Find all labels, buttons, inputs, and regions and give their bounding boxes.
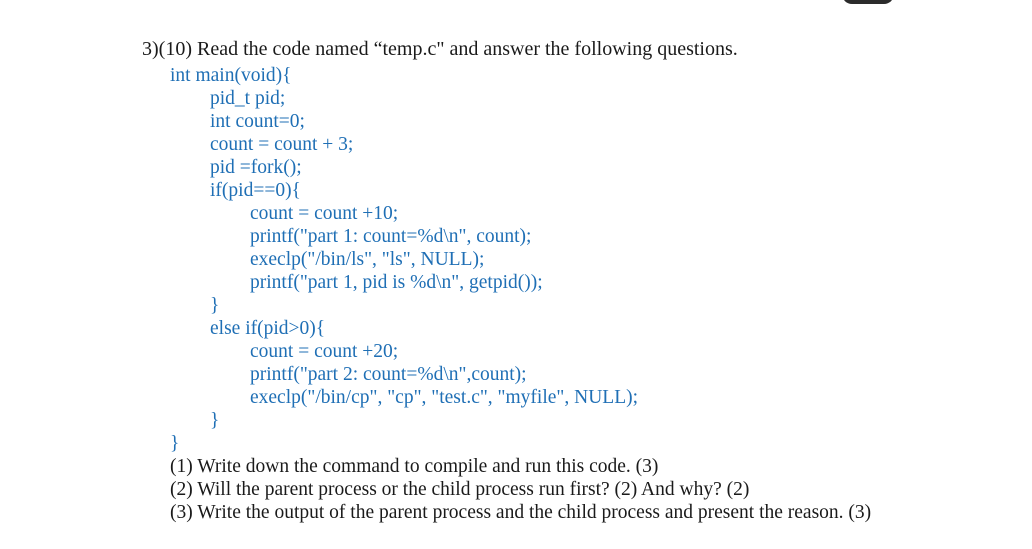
code-line-main: int main(void){ bbox=[170, 65, 292, 86]
code-line-count-add10: count = count +10; bbox=[250, 203, 399, 224]
code-line-close-else: } bbox=[210, 410, 220, 431]
code-line-count-decl: int count=0; bbox=[210, 111, 305, 132]
code-line-execlp-ls: execlp("/bin/ls", "ls", NULL); bbox=[250, 249, 485, 270]
code-line-count-add3: count = count + 3; bbox=[210, 134, 354, 155]
code-line-close-if: } bbox=[210, 295, 220, 316]
code-line-count-add20: count = count +20; bbox=[250, 341, 399, 362]
question-heading: 3)(10) Read the code named “temp.c" and answer the following questions. bbox=[142, 38, 738, 60]
question-2: (2) Will the parent process or the child process run first? (2) And why? (2) bbox=[170, 479, 750, 500]
code-line-fork: pid =fork(); bbox=[210, 157, 302, 178]
code-line-close-main: } bbox=[170, 433, 180, 454]
code-line-pid-decl: pid_t pid; bbox=[210, 88, 286, 109]
code-line-execlp-cp: execlp("/bin/cp", "cp", "test.c", "myfile", NULL); bbox=[250, 387, 639, 408]
code-line-printf-pid: printf("part 1, pid is %d\n", getpid()); bbox=[250, 272, 543, 293]
code-line-printf-part2: printf("part 2: count=%d\n",count); bbox=[250, 364, 527, 385]
code-line-printf-part1: printf("part 1: count=%d\n", count); bbox=[250, 226, 532, 247]
question-3: (3) Write the output of the parent process and the child process and present the reason. (3) bbox=[170, 502, 872, 523]
window-corner-tab bbox=[842, 0, 894, 4]
question-1: (1) Write down the command to compile and run this code. (3) bbox=[170, 456, 659, 477]
code-line-if-child: if(pid==0){ bbox=[210, 180, 301, 201]
code-line-else-if: else if(pid>0){ bbox=[210, 318, 326, 339]
